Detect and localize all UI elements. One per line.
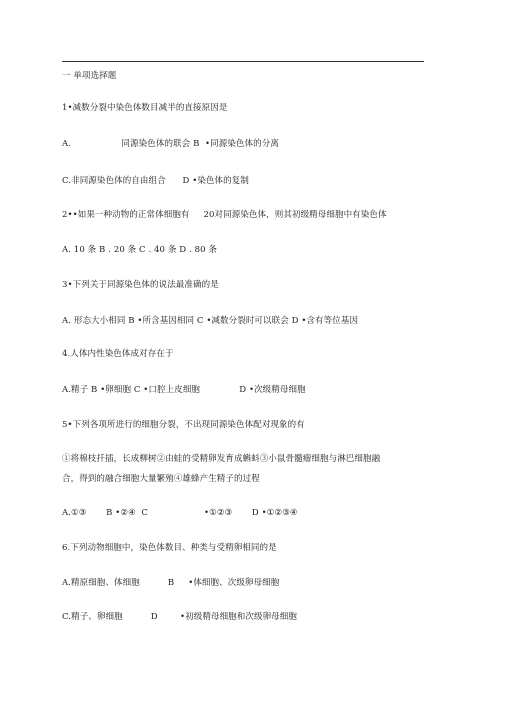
- question-1-options-ab: A. 同源染色体的联会 B •同源染色体的分离: [62, 139, 279, 149]
- question-5-detail-line-1: ①将棉枝扦插，长成柳树②由蛙的受精卵发育成蝌蚪③小鼠骨髓瘤细胞与淋巴细胞融: [62, 454, 381, 464]
- question-6-stem: 6.下列动物细胞中，染色体数目、种类与受精卵相同的是: [62, 543, 277, 553]
- question-3-stem: 3•下列关于同源染色体的说法最准确的是: [62, 280, 219, 290]
- question-2-stem: 2••如果一种动物的正常体细胞有 20对同源染色体，则其初级精母细胞中有染色体: [62, 210, 387, 220]
- question-1-options-cd: C.非同源染色体的自由组合 D •染色体的复制: [62, 176, 249, 186]
- question-1-stem: 1•减数分裂中染色体数目减半的直接原因是: [62, 103, 228, 113]
- question-6-options-cd: C.精子、卵细胞 D •初级精母细胞和次级卵母细胞: [62, 612, 297, 622]
- question-6-options-ab: A.精原细胞、体细胞 B •体细胞、次级卵母细胞: [62, 578, 280, 588]
- question-4-options: A.精子 B •卵细胞 C •口腔上皮细胞 D •次级精母细胞: [62, 385, 306, 395]
- question-2-options: A. 10 条 B . 20 条 C . 40 条 D . 80 条: [62, 245, 218, 255]
- question-5-detail-line-2: 合，得到的融合细胞大量繁殖④雄蜂产生精子的过程: [62, 474, 260, 484]
- question-5-stem: 5•下列各项所进行的细胞分裂，不出现同源染色体配对现象的有: [62, 420, 305, 430]
- section-title: 一 单项选择题: [62, 71, 117, 81]
- question-4-stem: 4.人体内性染色体成对存在于: [62, 349, 174, 359]
- question-5-options: A.①③ B •②④ C •①②③ D •①②③④: [62, 508, 298, 518]
- question-3-options: A. 形态大小相同 B •所含基因相同 C •减数分裂时可以联会 D •含有等位基因: [62, 316, 359, 326]
- header-rule: [62, 61, 424, 62]
